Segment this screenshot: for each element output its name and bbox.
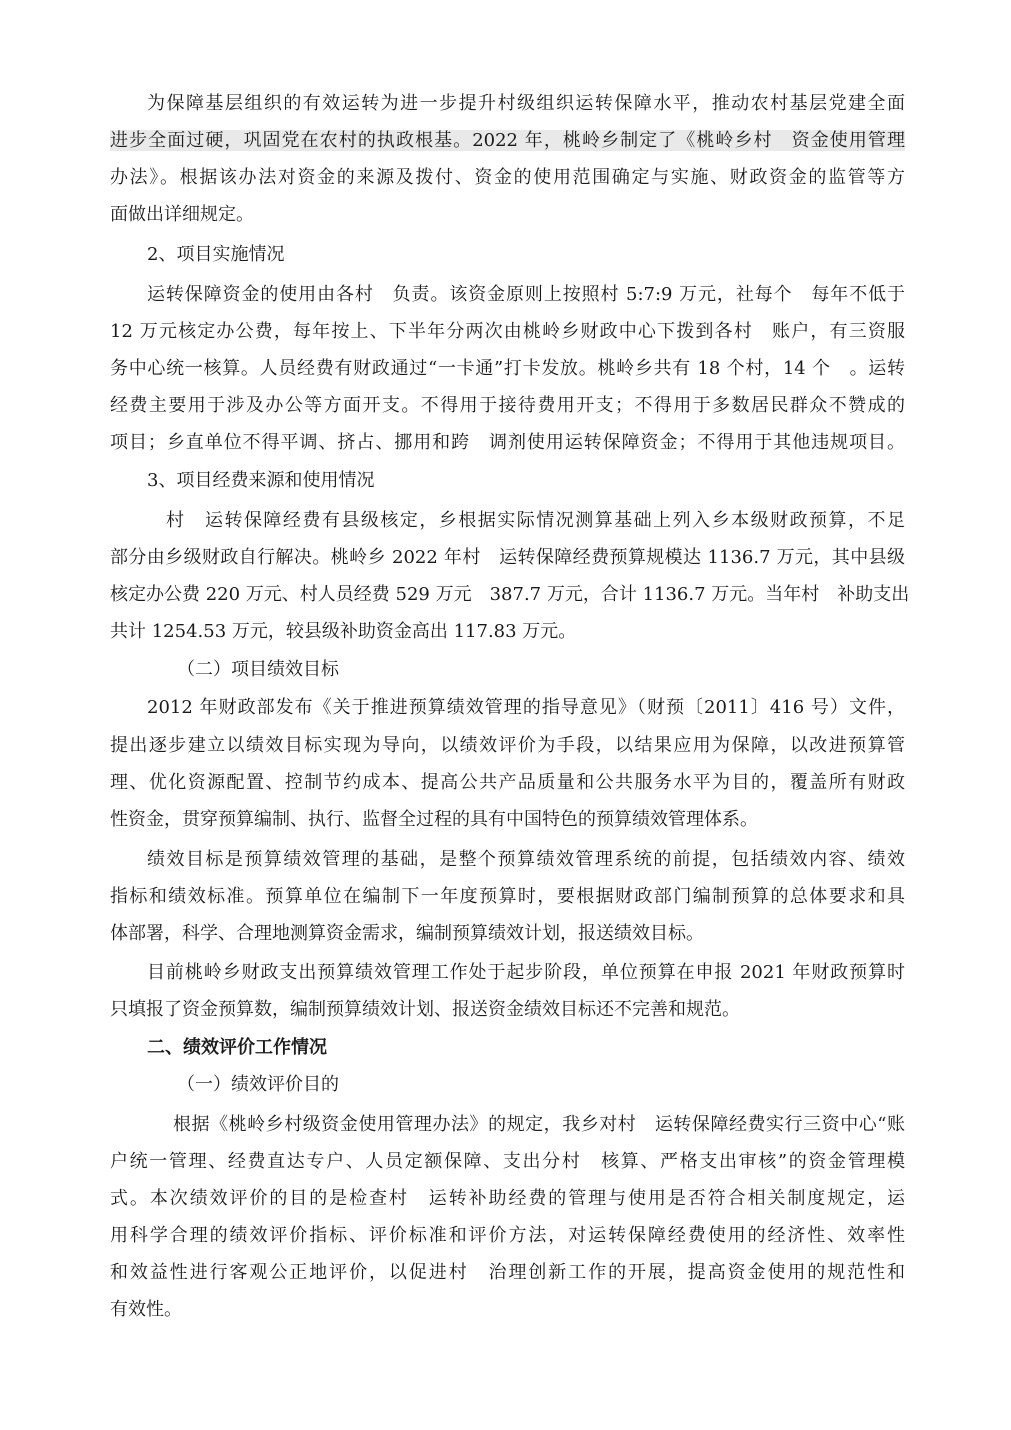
implementation-line-5: 项目；乡直单位不得平调、挤占、挪用和跨 调剂使用运转保障资金；不得用于其他违规项目。 xyxy=(110,432,905,453)
goals-line-2: 指标和绩效标准。预算单位在编制下一年度预算时，要根据财政部门编制预算的总体要求和具 xyxy=(110,886,905,907)
implementation-line-3: 务中心统一核算。人员经费有财政通过“一卡通”打卡发放。桃岭乡共有 18 个村，14 个 。运转 xyxy=(110,358,905,379)
purpose-line-6: 有效性。 xyxy=(110,1299,182,1320)
goals-line-3: 体部署，科学、合理地测算资金需求，编制预算绩效计划，报送绩效目标。 xyxy=(110,923,704,944)
policy-line-4: 性资金，贯穿预算编制、执行、监督全过程的具有中国特色的预算绩效管理体系。 xyxy=(110,809,758,830)
purpose-line-2: 户统一管理、经费直达专户、人员定额保障、支出分村 核算、严格支出审核”的资金管理模 xyxy=(110,1151,905,1172)
subsection-2-heading: （二）项目绩效目标 xyxy=(177,659,339,680)
intro-line-3 xyxy=(110,167,905,189)
funding-line-2: 部分由乡级财政自行解决。桃岭乡 2022 年村 运转保障经费预算规模达 1136.7 万元，其中县级 xyxy=(110,547,905,568)
implementation-line-1: 运转保障资金的使用由各村 负责。该资金原则上按照村 5:7:9 万元，社每个 每年不低于 xyxy=(147,284,905,305)
implementation-line-2: 12 万元核定办公费，每年按上、下半年分两次由桃岭乡财政中心下拨到各村 账户，有三资服 xyxy=(110,321,905,342)
status-line-2: 只填报了资金预算数，编制预算绩效计划、报送资金绩效目标还不完善和规范。 xyxy=(110,999,740,1020)
section-two-heading: 二、绩效评价工作情况 xyxy=(147,1037,327,1058)
intro-line-1 xyxy=(147,93,905,115)
subsection-1-heading: （一）绩效评价目的 xyxy=(177,1074,339,1095)
purpose-line-4: 用科学合理的绩效评价指标、评价标准和评价方法，对运转保障经费使用的经济性、效率性 xyxy=(110,1225,905,1246)
purpose-line-1: 根据《桃岭乡村级资金使用管理办法》的规定，我乡对村 运转保障经费实行三资中心“账 xyxy=(173,1114,905,1135)
intro-line-4 xyxy=(110,204,254,226)
policy-line-1: 2012 年财政部发布《关于推进预算绩效管理的指导意见》（财预〔2011〕416 号）文件， xyxy=(147,697,905,718)
intro-text-2: 进步全面过硬，巩固党在农村的执政根基。2022 年，桃岭乡制定了《桃岭乡村 资金使用管理 xyxy=(110,130,905,151)
funding-line-4: 共计 1254.53 万元，较县级补助资金高出 117.83 万元。 xyxy=(110,621,577,642)
section-3-heading: 3、项目经费来源和使用情况 xyxy=(147,470,375,491)
intro-text-4: 面做出详细规定。 xyxy=(110,204,254,225)
intro-text-3: 办法》。根据该办法对资金的来源及拨付、资金的使用范围确定与实施、财政资金的监管等方 xyxy=(110,167,905,188)
status-line-1: 目前桃岭乡财政支出预算绩效管理工作处于起步阶段，单位预算在申报 2021 年财政预算时 xyxy=(147,962,905,983)
section-2-heading: 2、项目实施情况 xyxy=(147,244,285,265)
purpose-line-5: 和效益性进行客观公正地评价，以促进村 治理创新工作的开展，提高资金使用的规范性和 xyxy=(110,1262,905,1283)
funding-line-1: 村 运转保障经费有县级核定，乡根据实际情况测算基础上列入乡本级财政预算，不足 xyxy=(166,510,905,531)
implementation-line-4: 经费主要用于涉及办公等方面开支。不得用于接待费用开支；不得用于多数居民群众不赞成的 xyxy=(110,395,905,416)
funding-line-3: 核定办公费 220 万元、村人员经费 529 万元 387.7 万元，合计 1136.7 万元。当年村 补助支出 xyxy=(110,584,910,605)
intro-text-1: 为保障基层组织的有效运转为进一步提升村级组织运转保障水平，推动农村基层党建全面 xyxy=(147,93,905,114)
goals-line-1: 绩效目标是预算绩效管理的基础，是整个预算绩效管理系统的前提，包括绩效内容、绩效 xyxy=(147,849,905,870)
purpose-line-3: 式。本次绩效评价的目的是检查村 运转补助经费的管理与使用是否符合相关制度规定，运 xyxy=(110,1188,905,1209)
policy-line-2: 提出逐步建立以绩效目标实现为导向，以绩效评价为手段，以结果应用为保障，以改进预算管 xyxy=(110,735,905,756)
policy-line-3: 理、优化资源配置、控制节约成本、提高公共产品质量和公共服务水平为目的，覆盖所有财政 xyxy=(110,772,905,793)
intro-line-2 xyxy=(110,130,905,152)
